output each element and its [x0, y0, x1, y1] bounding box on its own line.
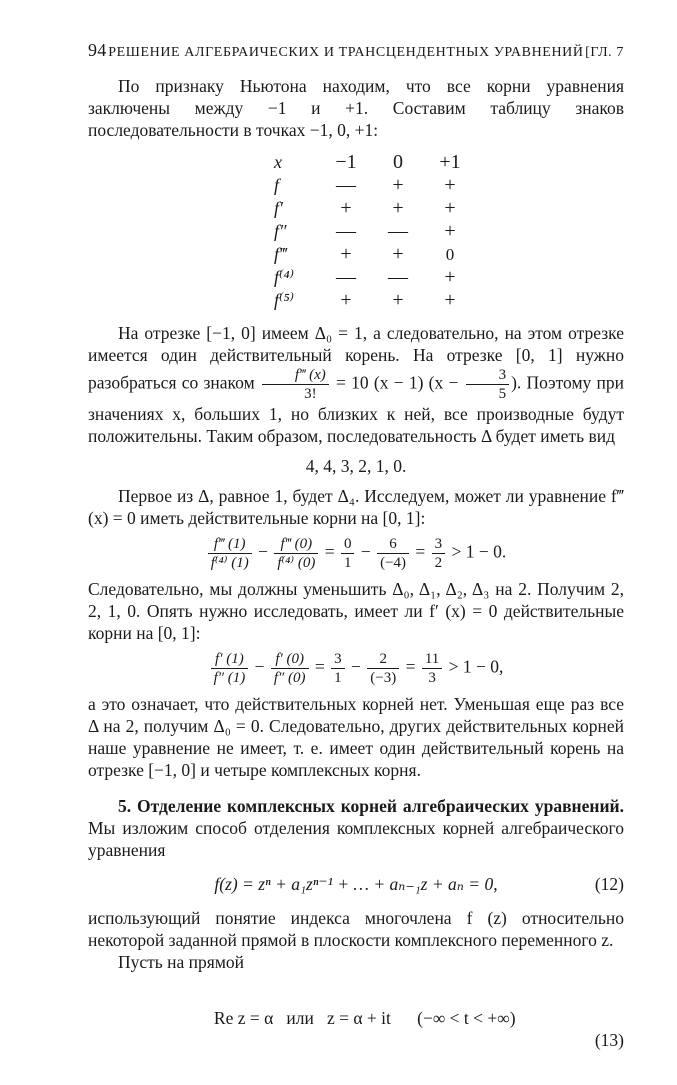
sign-table-row: [268, 266, 476, 289]
fraction: $\frac{f‴ (x)}{3!}$: [262, 366, 329, 403]
paragraph-2-end: Поэтому при значениях x, больших 1, но близких к ней, все производные будут положительны. Таким образом, последовательность Δ будет иметь вид: [88, 372, 625, 446]
fraction: $\frac{f‴ (1)}{\text{f⁽⁴⁾ (1)}}$: [208, 535, 252, 572]
page-content: [88, 40, 624, 1085]
fraction: $\frac{0}{1}$: [341, 535, 355, 572]
paragraph-3: Первое из Δ, равное 1, будет Δ₄. Исследуем, может ли уравнение f‴ (x) = 0 иметь действительные корни на [0, 1]:: [88, 486, 624, 528]
sign-table-col: 0: [393, 151, 403, 173]
row-label: f‴: [274, 244, 287, 264]
sign-table-col: −1: [335, 151, 357, 173]
fraction: $\frac{f' (0)}{f'' (0)}$: [271, 650, 309, 687]
fraction: $\frac{3}{5}$: [466, 366, 510, 403]
sign-table-row: [268, 174, 476, 197]
sign-cell: —: [388, 220, 408, 242]
sign-cell: +: [444, 266, 456, 288]
fraction: $\frac{6}{(-4)}$: [377, 535, 409, 572]
fraction: $\frac{2}{(-3)}$: [367, 650, 399, 687]
running-title: РЕШЕНИЕ АЛГЕБРАИЧЕСКИХ И ТРАНСЦЕНДЕНТНЫХ УРАВНЕНИЙ: [108, 45, 584, 60]
equation-12-number: (12): [594, 874, 624, 894]
row-label: f⁽⁴⁾: [274, 267, 295, 287]
row-label: f⁽⁵⁾: [274, 290, 295, 310]
equation-12-formula: f(z) = zⁿ + a₁zⁿ⁻¹ + … + aₙ₋₁z + aₙ = 0,: [214, 874, 498, 894]
equation-12: [88, 873, 624, 895]
sign-table-col-x: x: [274, 152, 282, 172]
fraction: $\frac{f' (1)}{f'' (1)}$: [211, 650, 249, 687]
delta-sequence: 4, 4, 3, 2, 1, 0.: [305, 456, 407, 476]
paragraph-2-start: На отрезке [−1, 0] имеем Δ₀ = 1, а следовательно, на этом отрезке имеется один действительный корень. На отрезке [0, 1] нужно разобраться со знаком: [88, 323, 624, 393]
paragraph-2: [88, 322, 624, 447]
section-5: [88, 795, 624, 861]
sign-table: [268, 151, 476, 312]
paragraph-7: Пусть на прямой: [118, 952, 245, 972]
fraction: $\frac{f‴ (0)}{\text{f⁽⁴⁾ (0)}}$: [274, 535, 318, 572]
paragraph-1: По признаку Ньютона находим, что все корни уравнения заключены между −1 и +1. Составим таблицу знаков последовательности в точках −1, 0, +1:: [88, 76, 624, 140]
sign-table-row: [268, 197, 476, 220]
sign-cell: +: [392, 243, 404, 265]
formula-middle: = 10 (x − 1) (x −: [336, 372, 459, 393]
equation-13-number: (13): [594, 1030, 624, 1050]
equation-b: $\frac{f' (1)}{f'' (1)}$ − $\frac{f' (0)}{f'' (0)}$ = $\frac{3}{1}$ − $\frac{2}{(-3)}$ = $\frac{11}{3}$ > 1 − 0,: [88, 650, 624, 687]
sign-cell: +: [392, 289, 404, 311]
row-label: f″: [274, 221, 287, 241]
sign-cell: +: [340, 243, 352, 265]
sign-cell: +: [444, 220, 456, 242]
equation-tail: > 1 − 0,: [448, 656, 504, 677]
row-label: f′: [274, 198, 283, 218]
fraction: $\frac{3}{2}$: [432, 535, 446, 572]
sign-cell: +: [392, 174, 404, 196]
fraction: $\frac{3}{1}$: [331, 650, 345, 687]
formula-tail: ).: [511, 372, 522, 393]
fraction: $\frac{11}{3}$: [422, 650, 442, 687]
chapter-label: [ГЛ. 7: [585, 45, 624, 60]
equation-tail: > 1 − 0.: [451, 541, 507, 562]
equation-13: [88, 985, 624, 1073]
paragraph-6: использующий понятие индекса многочлена f (z) относительно некоторой заданной прямой в плоскости комплексного переменного z.: [88, 908, 624, 950]
paragraph-4: Следовательно, мы должны уменьшить Δ₀, Δ₁, Δ₂, Δ₃ на 2. Получим 2, 2, 1, 0. Опять нужно исследовать, имеет ли f′ (x) = 0 действительные корни на [0, 1]:: [88, 579, 624, 643]
sign-table-col: +1: [439, 151, 461, 173]
sign-table-row: [268, 289, 476, 312]
page-header: [88, 40, 624, 61]
sign-cell: +: [444, 174, 456, 196]
sign-cell: +: [392, 197, 404, 219]
sign-cell: —: [336, 266, 356, 288]
row-label: f: [274, 175, 280, 195]
sign-cell: —: [336, 174, 356, 196]
sign-cell: +: [340, 289, 352, 311]
equation-a: $\frac{f‴ (1)}{\text{f⁽⁴⁾ (1)}}$ − $\frac{f‴ (0)}{\text{f⁽⁴⁾ (0)}}$ = $\frac{0}{1}$ − $\frac{6}{(-4)}$ = $\frac{3}{2}$ > 1 − 0.: [88, 535, 624, 572]
page-number: 94: [88, 40, 107, 60]
paragraph-5: а это означает, что действительных корней нет. Уменьшая еще раз все Δ на 2, получим Δ₀ = 0. Следовательно, других действительных корней наше уравнение не имеет, т. е. имеет один действительный корень на отрезке [−1, 0] и четыре комплексных корня.: [88, 694, 624, 780]
sign-cell: —: [388, 266, 408, 288]
sign-cell: +: [340, 197, 352, 219]
sign-cell: —: [336, 220, 356, 242]
sign-table-row: [268, 243, 476, 266]
sign-cell: +: [444, 289, 456, 311]
section-text: Мы изложим способ отделения комплексных корней алгебраического уравнения: [88, 818, 624, 860]
equation-13-formula: Re z = α или z = α + it (−∞ < t < +∞): [213, 1008, 516, 1028]
sign-table-header: [268, 151, 476, 174]
section-title: 5. Отделение комплексных корней алгебраических уравнений.: [118, 796, 624, 816]
sign-cell: +: [444, 197, 456, 219]
sign-table-row: [268, 220, 476, 243]
sign-cell: 0: [445, 244, 455, 264]
